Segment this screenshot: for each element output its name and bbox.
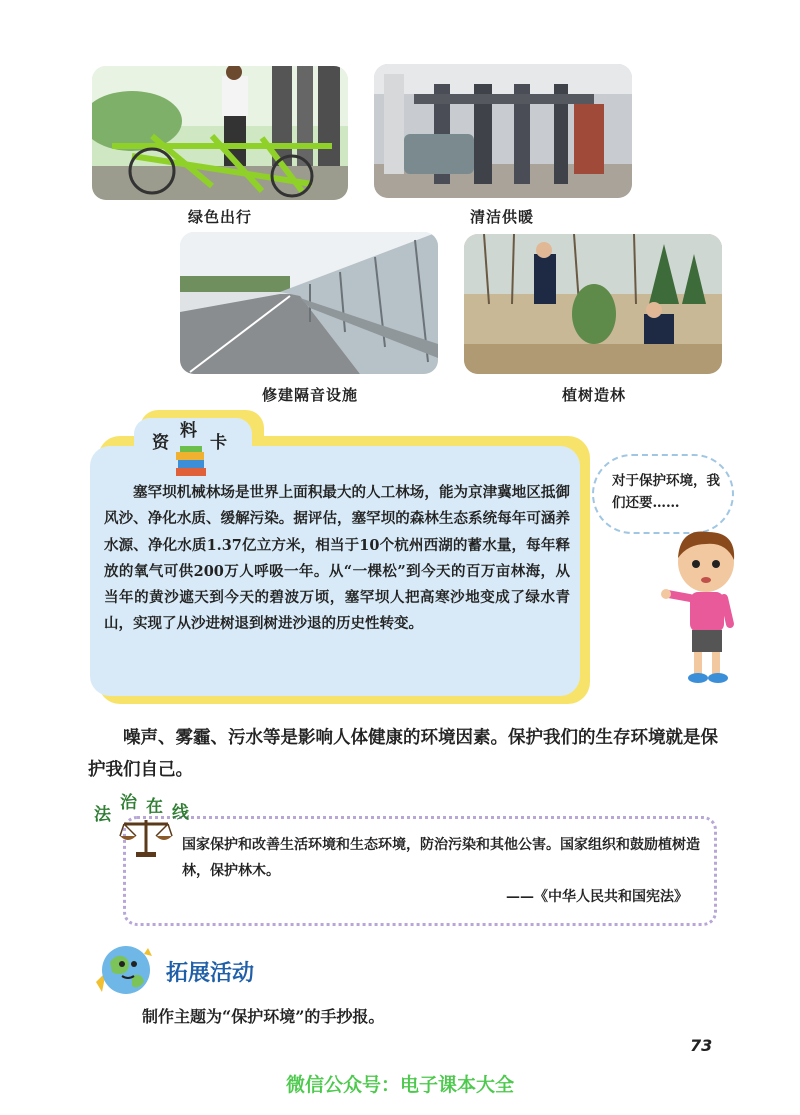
info-card-tab-char: 料 [180, 421, 197, 441]
caption-tree-planting: 植树造林 [561, 386, 626, 404]
photo-tree-planting [464, 234, 722, 374]
law-online-text: 国家保护和改善生活环境和生态环境，防治污染和其他公害。国家组织和鼓励植树造林，保护林木。 [182, 837, 700, 879]
law-online-title-char: 线 [172, 803, 189, 823]
footer-watermark: 微信公众号：电子课本大全 [285, 1074, 514, 1096]
boiler-room-photo-icon [374, 64, 632, 198]
extension-activity-title: 拓展活动 [166, 961, 255, 986]
speech-bubble-text: 对于保护环境，我们还要…… [612, 473, 720, 511]
info-card-tab-char: 卡 [210, 433, 227, 453]
info-card-tab-char: 资 [152, 433, 169, 453]
caption-green-travel: 绿色出行 [187, 208, 252, 226]
photo-clean-heating [374, 64, 632, 198]
caption-sound-barrier: 修建隔音设施 [261, 386, 358, 404]
books-icon [174, 446, 208, 478]
earth-globe-icon [92, 942, 158, 998]
info-card-text: 塞罕坝机械林场是世界上面积最大的人工林场，能为京津冀地区抵御风沙、净化水质、缓解污染。据评估，塞罕坝的森林生态系统每年可涵养水源、净化水质1.37亿立方米，相当于10个杭州西湖的蓄水量，每年释放的氧气可供200万人呼吸一年。从“一棵松”到今天的百万亩林海，从当年的黄沙遮天到今天的碧波万顷，塞罕坝人把高寒沙地变成了绿水青山，实现了从沙进树退到树进沙退的历史性转变。 [104, 484, 570, 633]
law-online-title-char: 治 [120, 793, 137, 813]
law-source: ——《中华人民共和国宪法》 [506, 889, 688, 905]
page-number: 73 [690, 1036, 713, 1055]
caption-clean-heating: 清洁供暖 [469, 208, 534, 226]
law-online-title-char: 法 [94, 805, 111, 825]
scales-icon [118, 814, 174, 858]
sound-barrier-photo-icon [180, 232, 438, 374]
boy-cartoon-icon [660, 528, 750, 684]
photo-green-travel [92, 66, 348, 200]
law-online-title-char: 在 [146, 797, 163, 817]
main-paragraph: 噪声、雾霾、污水等是影响人体健康的环境因素。保护我们的生存环境就是保护我们自己。 [88, 728, 718, 780]
photo-sound-barrier [180, 232, 438, 374]
bicycle-photo-icon [92, 66, 348, 200]
tree-planting-photo-icon [464, 234, 722, 374]
extension-activity-text: 制作主题为“保护环境”的手抄报。 [142, 1007, 385, 1026]
